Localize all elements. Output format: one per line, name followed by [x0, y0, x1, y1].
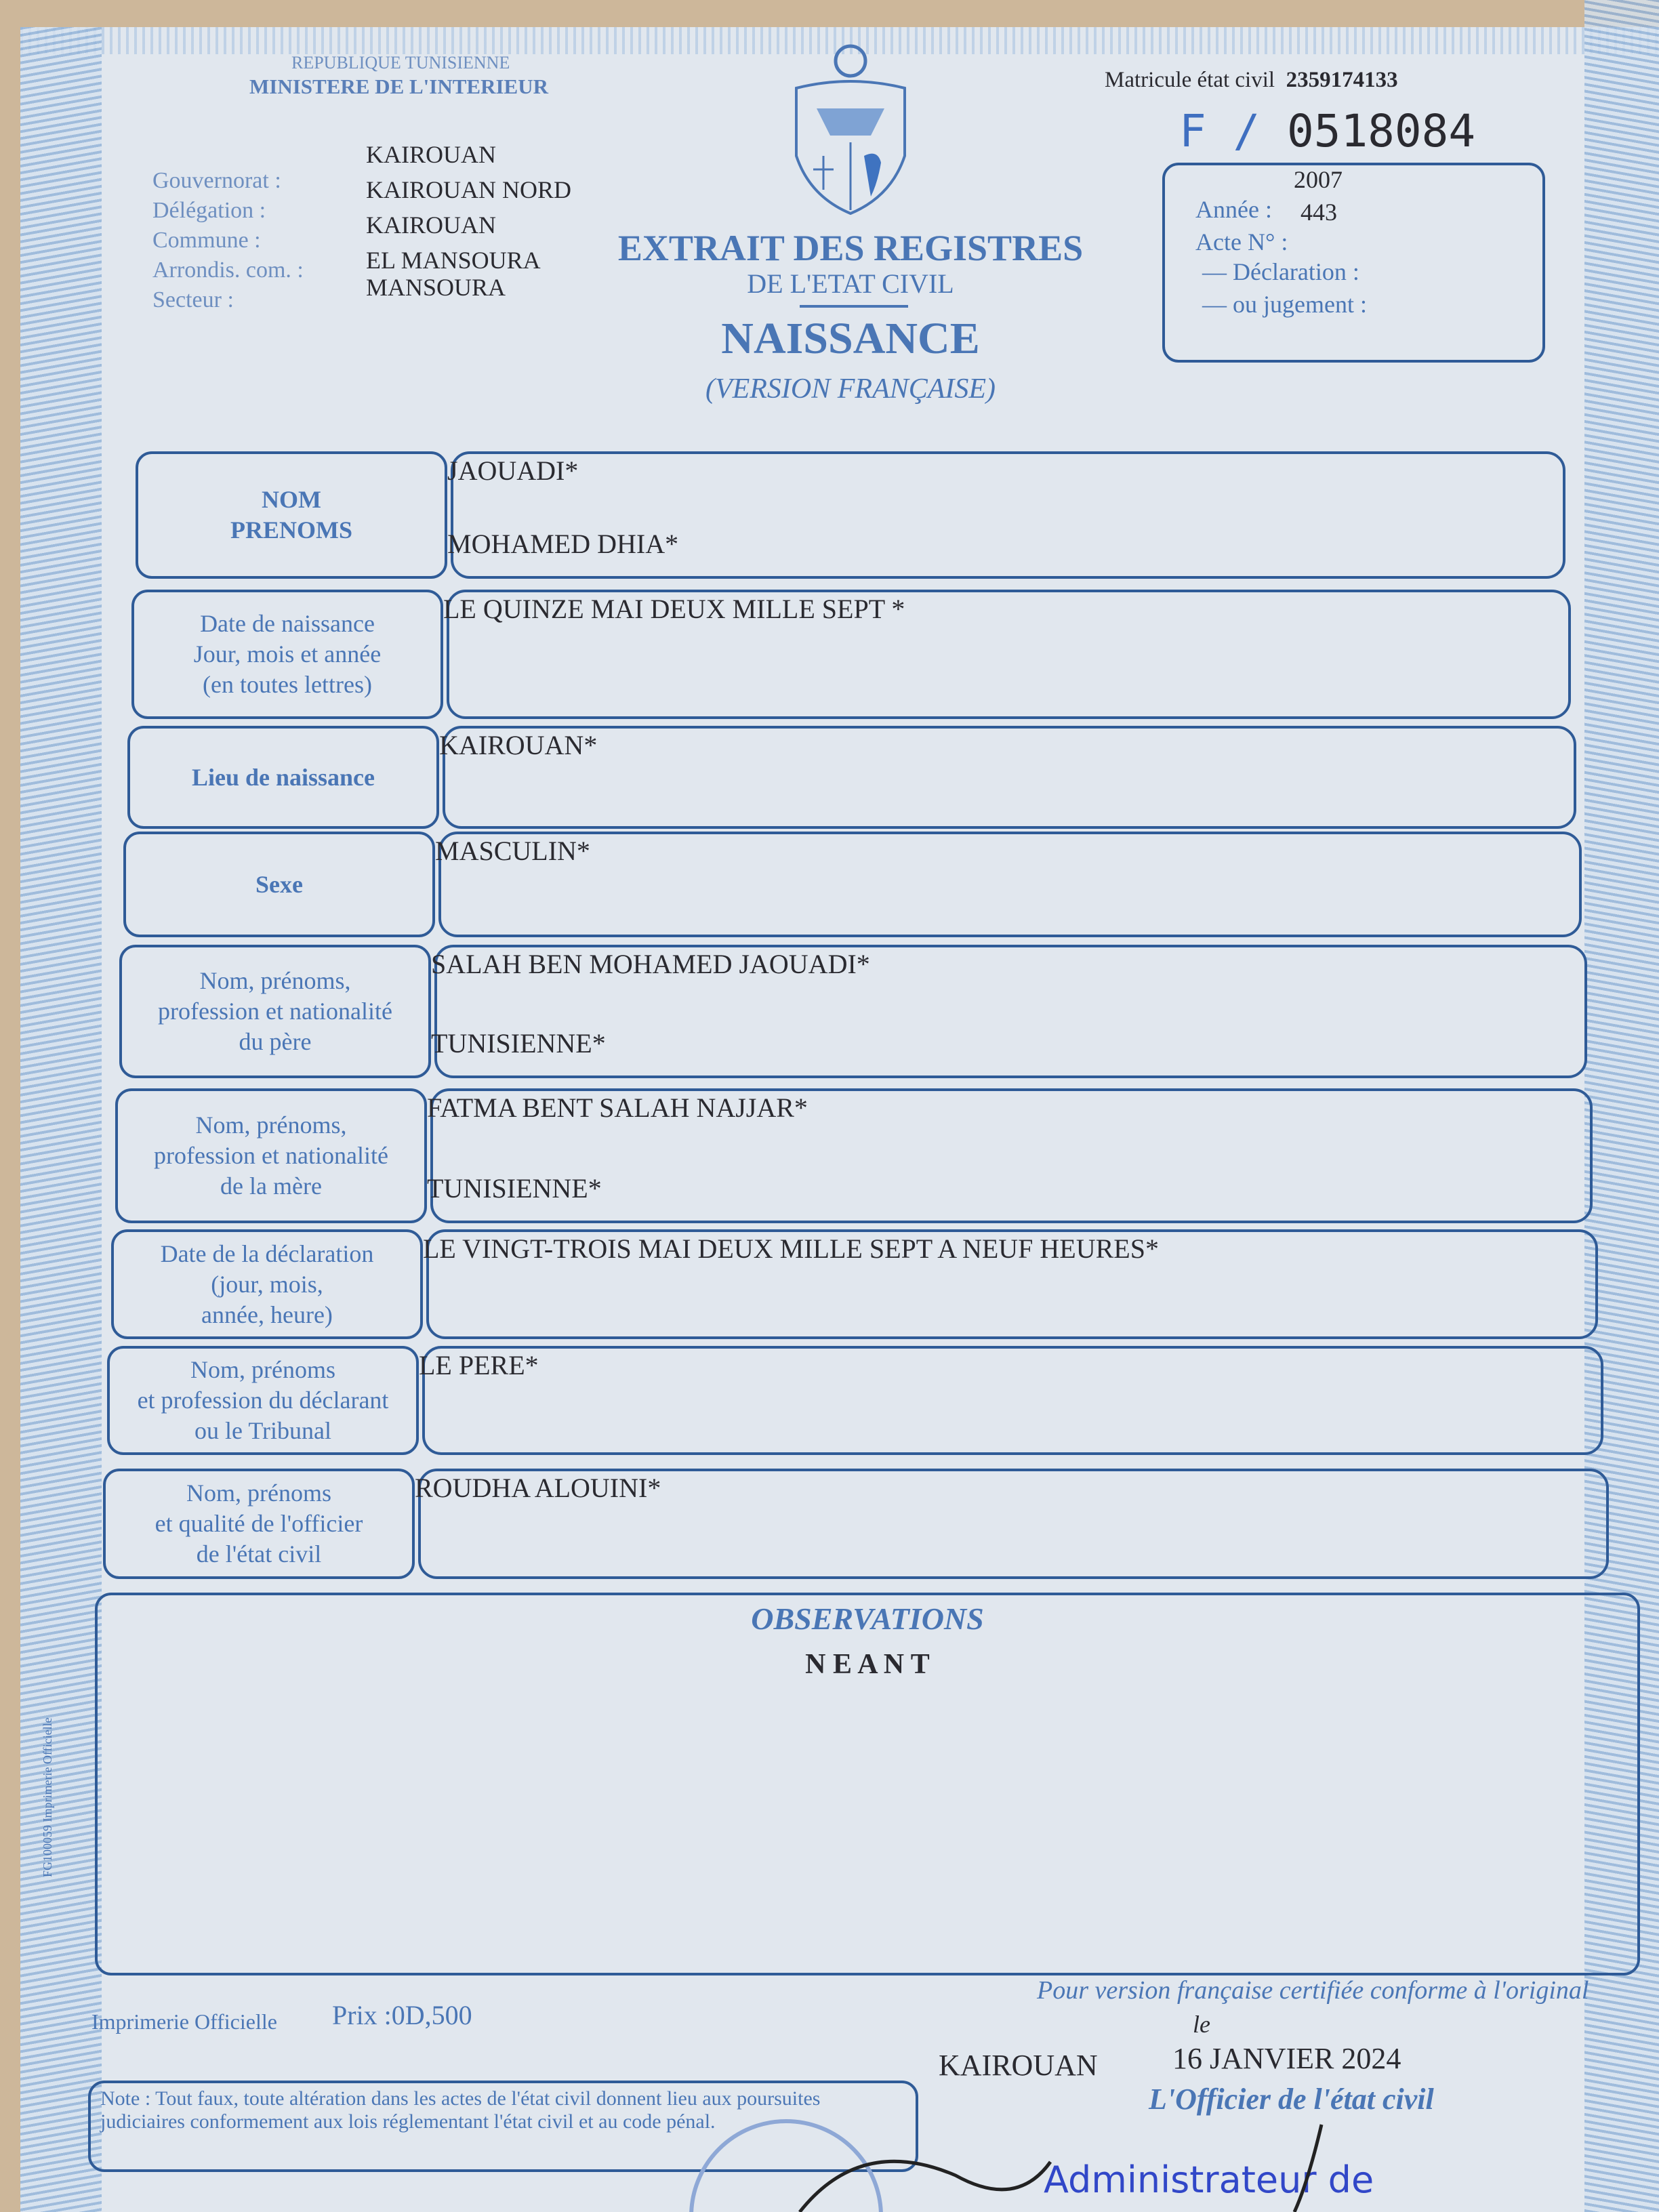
row-value-text: MASCULIN*: [435, 836, 590, 866]
value-secteur: MANSOURA: [366, 274, 506, 301]
acte-box: [1162, 163, 1545, 363]
ministry-label: MINISTERE DE L'INTERIEUR: [249, 75, 548, 98]
title-version: (VERSION FRANÇAISE): [705, 373, 996, 405]
officer-label: L'Officier de l'état civil: [1149, 2083, 1434, 2116]
issue-date: 16 JANVIER 2024: [1172, 2042, 1401, 2075]
row-value-box: [438, 832, 1582, 937]
title-naissance: NAISSANCE: [721, 314, 980, 363]
matricule-value: 2359174133: [1286, 68, 1398, 92]
row-value-text: TUNISIENNE*: [431, 1028, 606, 1059]
row-label: NOM PRENOMS: [136, 451, 447, 579]
row-value-text: SALAH BEN MOHAMED JAOUADI*: [431, 949, 870, 979]
label-commune: Commune :: [152, 228, 261, 253]
row-value-text: LE QUINZE MAI DEUX MILLE SEPT *: [443, 594, 905, 624]
issue-place: KAIROUAN: [939, 2049, 1098, 2082]
administrator-stamp: Administrateur de: [1044, 2158, 1374, 2201]
observations-value: N E A N T: [805, 1649, 930, 1680]
legal-note-text: Note : Tout faux, toute altération dans les actes de l'état civil donnent lieu aux poursuites judiciaires conformement aux lois réglementant l'état civil et au code pénal.: [100, 2087, 821, 2133]
row-label: Nom, prénoms et profession du déclarant ou le Tribunal: [107, 1346, 419, 1455]
observations-label: OBSERVATIONS: [751, 1601, 984, 1636]
observations-box: [95, 1593, 1640, 1975]
certified-text: Pour version française certifiée conforme à l'original: [1037, 1976, 1589, 2005]
value-commune: KAIROUAN: [366, 211, 496, 239]
row-label: Nom, prénoms, profession et nationalité de la mère: [115, 1088, 427, 1223]
row-label: Nom, prénoms et qualité de l'officier de l'état civil: [103, 1469, 415, 1579]
location-values: [366, 137, 571, 305]
title-extrait: EXTRAIT DES REGISTRES: [617, 228, 1084, 268]
row-value-box: [422, 1346, 1603, 1455]
title-etat-civil: DE L'ETAT CIVIL: [747, 268, 954, 299]
acte-value: 443: [1300, 199, 1337, 226]
row-value-text: LE PERE*: [419, 1350, 539, 1380]
serial-prefix: F /: [1179, 105, 1261, 157]
label-secteur: Secteur :: [152, 287, 234, 312]
row-value-text: LE VINGT-TROIS MAI DEUX MILLE SEPT A NEUF HEURES*: [423, 1233, 1159, 1264]
serial-value: 0518084: [1286, 105, 1476, 157]
matricule-label: Matricule état civil: [1105, 68, 1275, 92]
label-arrondissement: Arrondis. com. :: [152, 258, 304, 283]
matricule: [1105, 68, 1398, 93]
signature-icon: [779, 2121, 1389, 2212]
serial-number: [1179, 105, 1475, 157]
side-print-code: FG100059 Imprimerie Officielle: [41, 1717, 54, 1877]
row-value-text: TUNISIENNE*: [427, 1173, 602, 1204]
acte-label: Acte N° :: [1195, 228, 1288, 255]
label-delegation: Délégation :: [152, 198, 266, 223]
coat-of-arms-icon: [790, 41, 912, 217]
annee-label: Année :: [1195, 196, 1272, 223]
value-gouvernorat: KAIROUAN: [366, 141, 496, 168]
row-value-text: KAIROUAN*: [439, 730, 598, 760]
value-arrondissement: EL MANSOURA: [366, 247, 541, 274]
row-value-text: JAOUADI*: [447, 455, 579, 486]
republic-label: REPUBLIQUE TUNISIENNE: [291, 53, 510, 73]
row-value-text: FATMA BENT SALAH NAJJAR*: [427, 1092, 808, 1123]
printer-label: Imprimerie Officielle: [91, 2009, 277, 2034]
label-gouvernorat: Gouvernorat :: [152, 168, 281, 193]
row-label: Nom, prénoms, profession et nationalité du père: [119, 945, 431, 1078]
value-delegation: KAIROUAN NORD: [366, 176, 571, 203]
declaration-label: — Déclaration :: [1202, 258, 1359, 285]
le-label: le: [1193, 2011, 1210, 2038]
price-label: Prix :0D,500: [332, 2000, 472, 2030]
row-label: Date de la déclaration (jour, mois, année, heure): [111, 1229, 423, 1339]
row-label: Date de naissance Jour, mois et année (en toutes lettres): [131, 590, 443, 719]
row-label: Sexe: [123, 832, 435, 937]
row-value-box: [443, 726, 1576, 829]
row-label: Lieu de naissance: [127, 726, 439, 829]
location-labels: [152, 166, 304, 315]
decorative-border-left: [20, 27, 102, 2212]
row-value-text: ROUDHA ALOUINI*: [415, 1473, 661, 1503]
title-divider: [800, 305, 908, 308]
jugement-label: — ou jugement :: [1202, 291, 1367, 318]
annee-value: 2007: [1294, 166, 1343, 193]
row-value-text: MOHAMED DHIA*: [447, 529, 679, 559]
